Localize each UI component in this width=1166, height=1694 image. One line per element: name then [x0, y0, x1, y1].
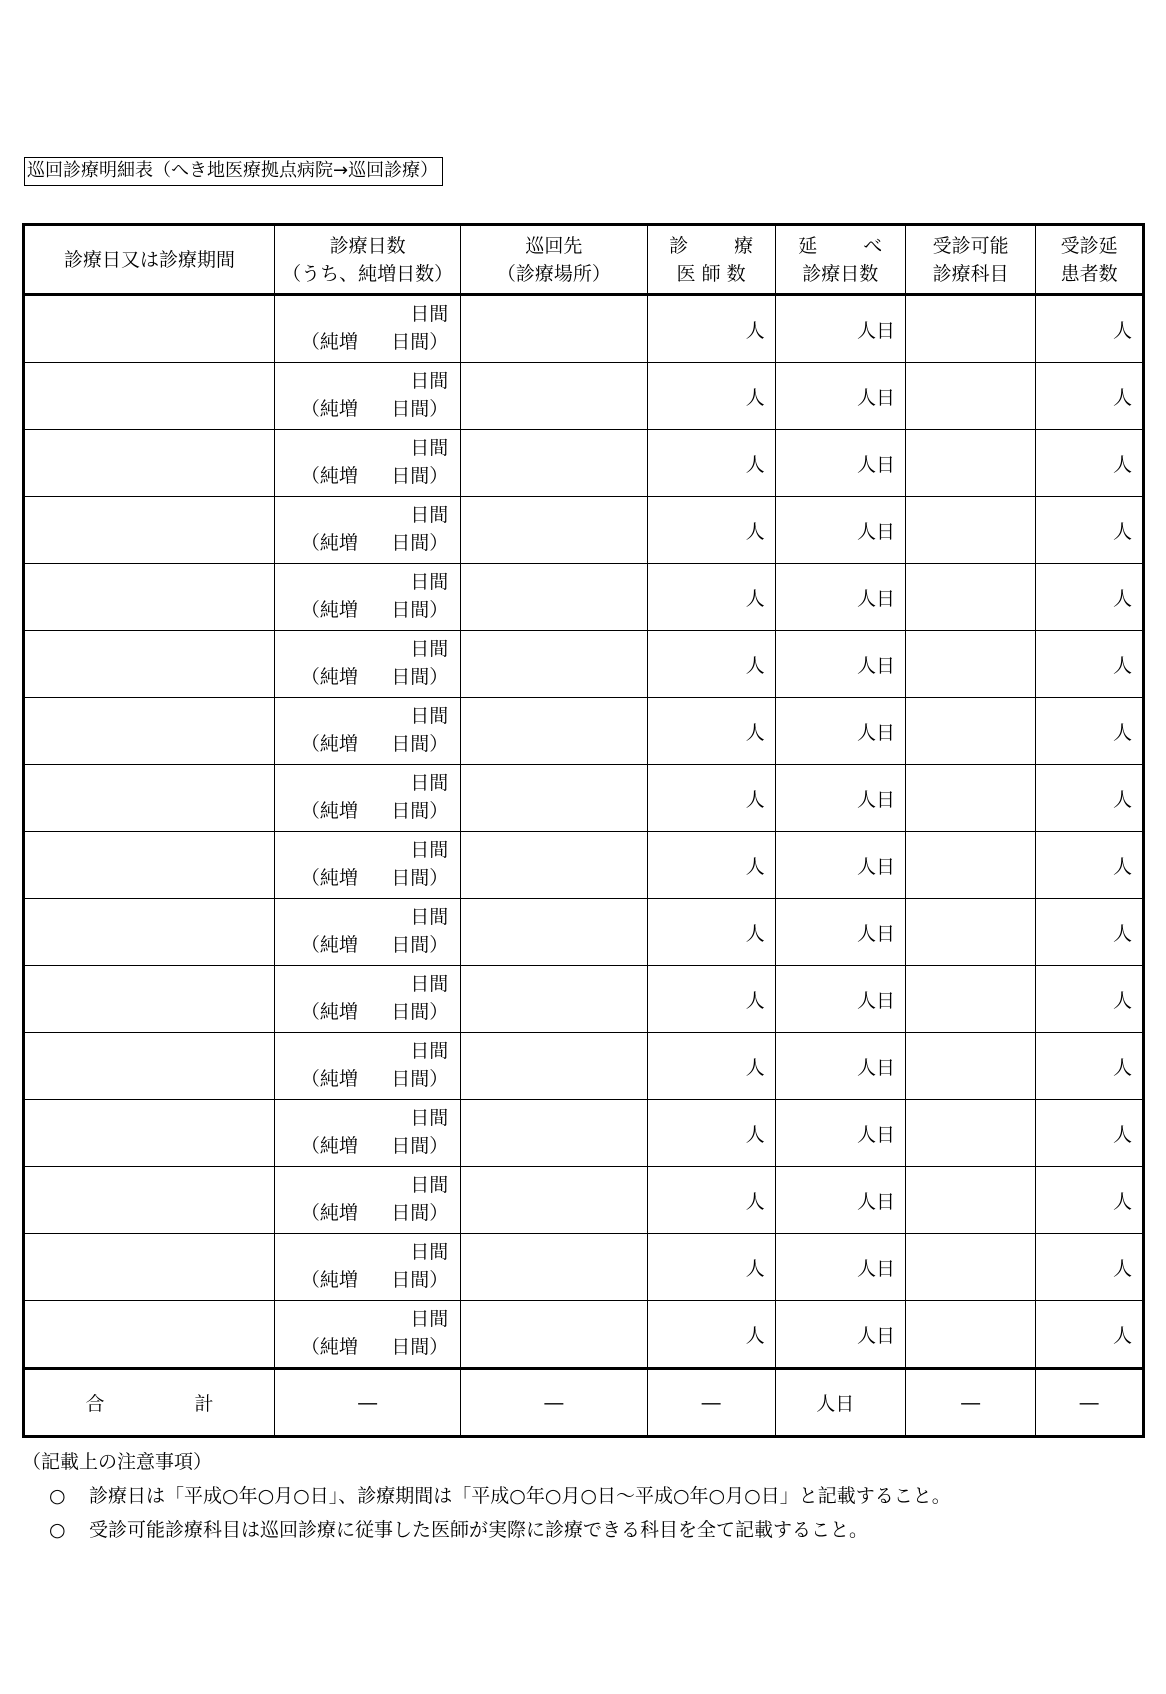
- table-row: [24, 430, 1144, 497]
- table-row: [24, 1167, 1144, 1234]
- clinic-days-cell[interactable]: [274, 1167, 460, 1234]
- table-row: [24, 1100, 1144, 1167]
- clinic-date-cell[interactable]: [24, 765, 275, 832]
- days-unit: 日間: [410, 1040, 449, 1062]
- departments-cell[interactable]: [905, 1100, 1035, 1167]
- doctor-count-cell[interactable]: 人: [647, 497, 775, 564]
- clinic-days-cell[interactable]: [274, 1033, 460, 1100]
- table-row: [24, 966, 1144, 1033]
- net-prefix: （純増: [300, 1001, 358, 1023]
- departments-cell[interactable]: [905, 1234, 1035, 1301]
- departments-cell[interactable]: [905, 564, 1035, 631]
- net-suffix: 日間）: [391, 1001, 449, 1023]
- net-prefix: （純増: [300, 1068, 358, 1090]
- departments-cell[interactable]: [905, 899, 1035, 966]
- clinic-date-cell[interactable]: [24, 564, 275, 631]
- net-prefix: （純増: [300, 1336, 358, 1358]
- clinic-date-cell[interactable]: [24, 966, 275, 1033]
- total-days-cell[interactable]: 人日: [775, 899, 905, 966]
- clinic-detail-table: [22, 223, 1145, 1438]
- clinic-days-cell[interactable]: [274, 966, 460, 1033]
- clinic-days-cell[interactable]: [274, 1234, 460, 1301]
- departments-cell[interactable]: [905, 1167, 1035, 1234]
- departments-cell[interactable]: [905, 966, 1035, 1033]
- doctor-count-cell[interactable]: 人: [647, 1167, 775, 1234]
- days-unit: 日間: [410, 1107, 449, 1129]
- total-days-cell[interactable]: 人日: [775, 1301, 905, 1369]
- net-suffix: 日間）: [391, 1135, 449, 1157]
- doctor-count-cell[interactable]: 人: [647, 430, 775, 497]
- header-row: [24, 225, 1144, 295]
- total-days-dash: ―: [274, 1369, 460, 1437]
- net-suffix: 日間）: [391, 867, 449, 889]
- departments-cell[interactable]: [905, 295, 1035, 363]
- header-clinic-date: 診療日又は診療期間: [24, 225, 275, 295]
- net-prefix: （純増: [300, 599, 358, 621]
- days-unit: 日間: [410, 437, 449, 459]
- days-unit: 日間: [410, 504, 449, 526]
- doctor-count-cell[interactable]: 人: [647, 1301, 775, 1369]
- total-days-cell[interactable]: 人日: [775, 430, 905, 497]
- total-label: 合 計: [24, 1369, 275, 1437]
- note-bullet: ○: [49, 1485, 66, 1507]
- total-days-cell[interactable]: 人日: [775, 765, 905, 832]
- table-row: [24, 631, 1144, 698]
- patient-count-cell[interactable]: 人: [1036, 497, 1144, 564]
- days-unit: 日間: [410, 973, 449, 995]
- table-row: [24, 832, 1144, 899]
- days-unit: 日間: [410, 705, 449, 727]
- table-row: [24, 497, 1144, 564]
- header-clinic-place: 巡回先 （診療場所）: [461, 225, 647, 295]
- total-days-cell[interactable]: 人日: [775, 497, 905, 564]
- header-patient-count: 受診延 患者数: [1036, 225, 1144, 295]
- clinic-place-cell[interactable]: [461, 1301, 647, 1369]
- doctor-count-cell[interactable]: 人: [647, 966, 775, 1033]
- departments-cell[interactable]: [905, 363, 1035, 430]
- total-days-cell[interactable]: 人日: [775, 1234, 905, 1301]
- departments-cell[interactable]: [905, 430, 1035, 497]
- total-dept-dash: ―: [905, 1369, 1035, 1437]
- patient-count-cell[interactable]: 人: [1036, 1301, 1144, 1369]
- total-days-cell[interactable]: 人日: [775, 698, 905, 765]
- table-row: [24, 1301, 1144, 1369]
- clinic-place-cell[interactable]: [461, 1033, 647, 1100]
- net-prefix: （純増: [300, 331, 358, 353]
- clinic-days-cell[interactable]: [274, 832, 460, 899]
- clinic-place-cell[interactable]: [461, 966, 647, 1033]
- clinic-place-cell[interactable]: [461, 497, 647, 564]
- days-unit: 日間: [410, 1174, 449, 1196]
- note-item: [22, 1479, 951, 1513]
- table-row: [24, 1234, 1144, 1301]
- departments-cell[interactable]: [905, 698, 1035, 765]
- net-suffix: 日間）: [391, 733, 449, 755]
- clinic-place-cell[interactable]: [461, 295, 647, 363]
- total-days-cell[interactable]: 人日: [775, 363, 905, 430]
- net-suffix: 日間）: [391, 465, 449, 487]
- clinic-days-cell[interactable]: [274, 363, 460, 430]
- days-unit: 日間: [410, 906, 449, 928]
- departments-cell[interactable]: [905, 832, 1035, 899]
- doctor-count-cell[interactable]: 人: [647, 698, 775, 765]
- clinic-date-cell[interactable]: [24, 899, 275, 966]
- net-prefix: （純増: [300, 733, 358, 755]
- total-place-dash: ―: [461, 1369, 647, 1437]
- patient-count-cell[interactable]: 人: [1036, 832, 1144, 899]
- net-prefix: （純増: [300, 465, 358, 487]
- days-unit: 日間: [410, 370, 449, 392]
- net-suffix: 日間）: [391, 1336, 449, 1358]
- clinic-date-cell[interactable]: [24, 1033, 275, 1100]
- doctor-count-cell[interactable]: 人: [647, 1100, 775, 1167]
- departments-cell[interactable]: [905, 1033, 1035, 1100]
- clinic-place-cell[interactable]: [461, 765, 647, 832]
- clinic-days-cell[interactable]: [274, 1100, 460, 1167]
- clinic-days-cell[interactable]: [274, 564, 460, 631]
- clinic-date-cell[interactable]: [24, 430, 275, 497]
- patient-count-cell[interactable]: 人: [1036, 765, 1144, 832]
- patient-count-cell[interactable]: 人: [1036, 631, 1144, 698]
- clinic-place-cell[interactable]: [461, 564, 647, 631]
- days-unit: 日間: [410, 839, 449, 861]
- table-row: [24, 899, 1144, 966]
- doctor-count-cell[interactable]: 人: [647, 899, 775, 966]
- departments-cell[interactable]: [905, 631, 1035, 698]
- net-suffix: 日間）: [391, 532, 449, 554]
- clinic-days-cell[interactable]: [274, 899, 460, 966]
- clinic-days-cell[interactable]: [274, 631, 460, 698]
- clinic-date-cell[interactable]: [24, 1301, 275, 1369]
- form-title: 巡回診療明細表（へき地医療拠点病院→巡回診療）: [24, 157, 443, 186]
- doctor-count-cell[interactable]: 人: [647, 832, 775, 899]
- doctor-count-cell[interactable]: 人: [647, 765, 775, 832]
- total-person-days[interactable]: 人日: [775, 1369, 905, 1437]
- note-text: 診療日は「平成○年○月○日」、診療期間は「平成○年○月○日～平成○年○月○日」と記載すること。: [89, 1485, 951, 1507]
- clinic-date-cell[interactable]: [24, 1234, 275, 1301]
- net-prefix: （純増: [300, 1202, 358, 1224]
- net-suffix: 日間）: [391, 1202, 449, 1224]
- patient-count-cell[interactable]: 人: [1036, 1033, 1144, 1100]
- clinic-place-cell[interactable]: [461, 631, 647, 698]
- table-row: [24, 363, 1144, 430]
- days-unit: 日間: [410, 1241, 449, 1263]
- clinic-date-cell[interactable]: [24, 497, 275, 564]
- clinic-days-cell[interactable]: [274, 295, 460, 363]
- clinic-date-cell[interactable]: [24, 1100, 275, 1167]
- clinic-place-cell[interactable]: [461, 1234, 647, 1301]
- departments-cell[interactable]: [905, 1301, 1035, 1369]
- doctor-count-cell[interactable]: 人: [647, 363, 775, 430]
- clinic-date-cell[interactable]: [24, 1167, 275, 1234]
- departments-cell[interactable]: [905, 765, 1035, 832]
- net-suffix: 日間）: [391, 599, 449, 621]
- header-clinic-days: 診療日数 （うち、純増日数）: [274, 225, 460, 295]
- clinic-days-cell[interactable]: [274, 430, 460, 497]
- clinic-place-cell[interactable]: [461, 832, 647, 899]
- total-days-cell[interactable]: 人日: [775, 1167, 905, 1234]
- patient-count-cell[interactable]: 人: [1036, 698, 1144, 765]
- net-prefix: （純増: [300, 1269, 358, 1291]
- clinic-date-cell[interactable]: [24, 832, 275, 899]
- clinic-date-cell[interactable]: [24, 363, 275, 430]
- days-unit: 日間: [410, 303, 449, 325]
- days-unit: 日間: [410, 571, 449, 593]
- net-prefix: （純増: [300, 800, 358, 822]
- clinic-place-cell[interactable]: [461, 363, 647, 430]
- clinic-days-cell[interactable]: [274, 497, 460, 564]
- doctor-count-cell[interactable]: 人: [647, 564, 775, 631]
- note-bullet: ○: [49, 1519, 66, 1541]
- net-prefix: （純増: [300, 532, 358, 554]
- notes-heading: （記載上の注意事項）: [22, 1451, 213, 1473]
- clinic-place-cell[interactable]: [461, 698, 647, 765]
- net-suffix: 日間）: [391, 1269, 449, 1291]
- note-item: [22, 1513, 951, 1547]
- total-days-cell[interactable]: 人日: [775, 832, 905, 899]
- table-row: [24, 295, 1144, 363]
- patient-count-cell[interactable]: 人: [1036, 899, 1144, 966]
- doctor-count-cell[interactable]: 人: [647, 1234, 775, 1301]
- table-row: [24, 765, 1144, 832]
- total-days-cell[interactable]: 人日: [775, 295, 905, 363]
- clinic-days-cell[interactable]: [274, 765, 460, 832]
- net-suffix: 日間）: [391, 800, 449, 822]
- total-patient-dash: ―: [1036, 1369, 1144, 1437]
- net-suffix: 日間）: [391, 398, 449, 420]
- patient-count-cell[interactable]: 人: [1036, 295, 1144, 363]
- patient-count-cell[interactable]: 人: [1036, 1100, 1144, 1167]
- clinic-place-cell[interactable]: [461, 1100, 647, 1167]
- days-unit: 日間: [410, 772, 449, 794]
- net-suffix: 日間）: [391, 666, 449, 688]
- total-days-cell[interactable]: 人日: [775, 966, 905, 1033]
- total-doctor-dash: ―: [647, 1369, 775, 1437]
- days-unit: 日間: [410, 638, 449, 660]
- total-row: [24, 1369, 1144, 1437]
- net-suffix: 日間）: [391, 331, 449, 353]
- doctor-count-cell[interactable]: 人: [647, 631, 775, 698]
- patient-count-cell[interactable]: 人: [1036, 966, 1144, 1033]
- net-suffix: 日間）: [391, 934, 449, 956]
- days-unit: 日間: [410, 1308, 449, 1330]
- net-suffix: 日間）: [391, 1068, 449, 1090]
- patient-count-cell[interactable]: 人: [1036, 564, 1144, 631]
- clinic-date-cell[interactable]: [24, 295, 275, 363]
- table-row: [24, 564, 1144, 631]
- total-days-cell[interactable]: 人日: [775, 631, 905, 698]
- patient-count-cell[interactable]: 人: [1036, 363, 1144, 430]
- clinic-date-cell[interactable]: [24, 631, 275, 698]
- patient-count-cell[interactable]: 人: [1036, 430, 1144, 497]
- clinic-days-cell[interactable]: [274, 1301, 460, 1369]
- clinic-place-cell[interactable]: [461, 430, 647, 497]
- clinic-date-cell[interactable]: [24, 698, 275, 765]
- clinic-days-cell[interactable]: [274, 698, 460, 765]
- table-row: [24, 1033, 1144, 1100]
- notes-section: [22, 1445, 951, 1547]
- net-prefix: （純増: [300, 1135, 358, 1157]
- header-doctor-count: 診 療 医 師 数: [647, 225, 775, 295]
- clinic-place-cell[interactable]: [461, 1167, 647, 1234]
- table-row: [24, 698, 1144, 765]
- net-prefix: （純増: [300, 666, 358, 688]
- clinic-place-cell[interactable]: [461, 899, 647, 966]
- header-total-days: 延 べ 診療日数: [775, 225, 905, 295]
- total-days-cell[interactable]: 人日: [775, 1100, 905, 1167]
- total-days-cell[interactable]: 人日: [775, 564, 905, 631]
- patient-count-cell[interactable]: 人: [1036, 1167, 1144, 1234]
- departments-cell[interactable]: [905, 497, 1035, 564]
- doctor-count-cell[interactable]: 人: [647, 295, 775, 363]
- doctor-count-cell[interactable]: 人: [647, 1033, 775, 1100]
- net-prefix: （純増: [300, 867, 358, 889]
- net-prefix: （純増: [300, 934, 358, 956]
- header-departments: 受診可能 診療科目: [905, 225, 1035, 295]
- net-prefix: （純増: [300, 398, 358, 420]
- note-text: 受診可能診療科目は巡回診療に従事した医師が実際に診療できる科目を全て記載すること。: [89, 1519, 869, 1541]
- total-days-cell[interactable]: 人日: [775, 1033, 905, 1100]
- patient-count-cell[interactable]: 人: [1036, 1234, 1144, 1301]
